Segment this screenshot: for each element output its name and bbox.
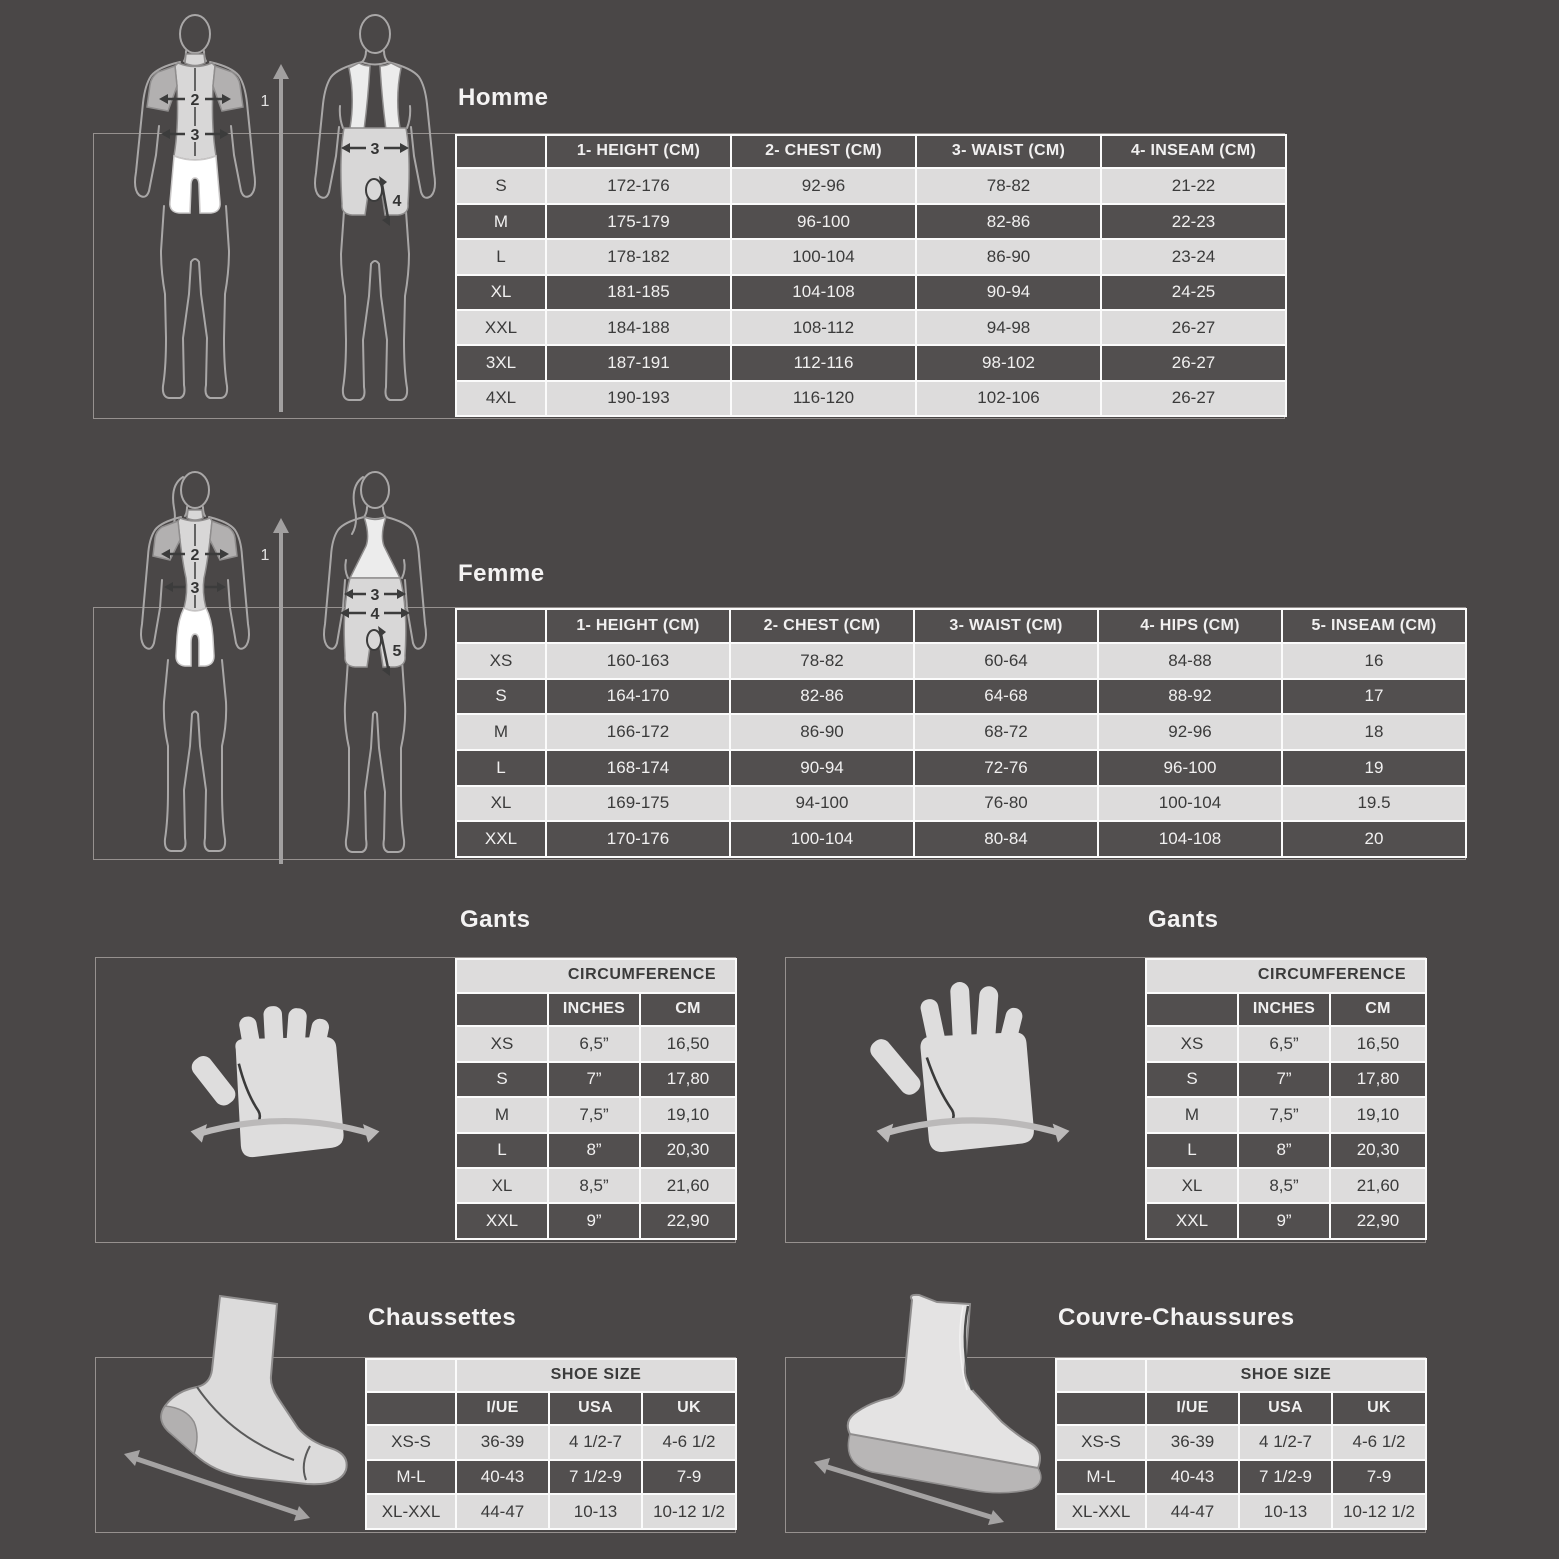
cell: 4-6 1/2: [642, 1425, 736, 1460]
header-cell: CM: [640, 993, 736, 1027]
cell: 8”: [1238, 1133, 1330, 1168]
cell: 98-102: [916, 345, 1101, 380]
header-cell: 4- HIPS (CM): [1098, 609, 1282, 643]
cell: 20: [1282, 821, 1466, 857]
cell: 92-96: [731, 168, 916, 203]
header-cell: [1146, 993, 1238, 1027]
header-cell: [366, 1392, 456, 1425]
size-cell: M: [456, 714, 546, 750]
size-cell: XS: [456, 1026, 548, 1061]
cell: 26-27: [1101, 381, 1286, 416]
couvre-chaussures-title: Couvre-Chaussures: [1058, 1304, 1295, 1331]
inseam-number: 4: [392, 193, 402, 210]
cell: 80-84: [914, 821, 1098, 857]
size-cell: S: [456, 679, 546, 715]
size-cell: M-L: [366, 1460, 456, 1495]
size-cell: L: [456, 750, 546, 786]
cell: 21,60: [1330, 1168, 1426, 1203]
cell: 7”: [1238, 1062, 1330, 1097]
chaussettes-table: [365, 1358, 737, 1530]
cell: 17: [1282, 679, 1466, 715]
cell: 84-88: [1098, 643, 1282, 679]
homme-measurement-diagram: [98, 6, 462, 420]
cell: 78-82: [916, 168, 1101, 203]
cell: 82-86: [916, 204, 1101, 239]
cell: 7 1/2-9: [1239, 1460, 1332, 1495]
cell: 10-13: [1239, 1494, 1332, 1529]
size-cell: XL: [456, 786, 546, 822]
cell: 166-172: [546, 714, 730, 750]
homme-title: Homme: [458, 84, 549, 111]
size-cell: 3XL: [456, 345, 546, 380]
cell: 36-39: [1146, 1425, 1239, 1460]
cell: 100-104: [731, 239, 916, 274]
height-number: 1: [260, 547, 270, 564]
cell: 26-27: [1101, 310, 1286, 345]
cell: 68-72: [914, 714, 1098, 750]
cell: 21-22: [1101, 168, 1286, 203]
header-cell: 2- CHEST (CM): [731, 135, 916, 168]
cell: 4 1/2-7: [549, 1425, 642, 1460]
waist-number: 3: [190, 580, 200, 597]
cell: 36-39: [456, 1425, 549, 1460]
gants-left-title: Gants: [460, 906, 531, 933]
homme-size-table: [455, 134, 1287, 417]
chest-number: 2: [190, 547, 200, 564]
size-cell: XXL: [456, 1203, 548, 1239]
sock-illustration: [102, 1288, 367, 1533]
cell: 60-64: [914, 643, 1098, 679]
header-cell: CM: [1330, 993, 1426, 1027]
blank-cell: [366, 1359, 456, 1392]
cell: 19.5: [1282, 786, 1466, 822]
cell: 17,80: [640, 1062, 736, 1097]
couvre-chaussures-table: [1055, 1358, 1427, 1530]
size-cell: M: [1146, 1097, 1238, 1132]
size-cell: S: [456, 1062, 548, 1097]
cell: 16,50: [640, 1026, 736, 1061]
femme-title: Femme: [458, 560, 545, 587]
cell: 64-68: [914, 679, 1098, 715]
hips-number: 4: [370, 606, 380, 623]
cell: 22,90: [1330, 1203, 1426, 1239]
size-cell: M: [456, 1097, 548, 1132]
cell: 16: [1282, 643, 1466, 679]
cell: 100-104: [1098, 786, 1282, 822]
header-cell: [1056, 1392, 1146, 1425]
size-cell: XL: [456, 275, 546, 310]
cell: 102-106: [916, 381, 1101, 416]
cell: 86-90: [916, 239, 1101, 274]
cell: 6,5”: [1238, 1026, 1330, 1061]
cell: 90-94: [730, 750, 914, 786]
size-cell: XS: [456, 643, 546, 679]
cell: 16,50: [1330, 1026, 1426, 1061]
cell: 169-175: [546, 786, 730, 822]
cell: 178-182: [546, 239, 731, 274]
cell: 76-80: [914, 786, 1098, 822]
waist-number: 3: [190, 127, 200, 144]
size-cell: XL-XXL: [366, 1494, 456, 1529]
header-cell: 4- INSEAM (CM): [1101, 135, 1286, 168]
size-cell: S: [1146, 1062, 1238, 1097]
header-cell: I/UE: [456, 1392, 549, 1425]
cell: 44-47: [456, 1494, 549, 1529]
cell: 94-98: [916, 310, 1101, 345]
group-header-cell: SHOE SIZE: [456, 1359, 736, 1392]
cell: 82-86: [730, 679, 914, 715]
size-cell: XXL: [456, 821, 546, 857]
header-cell: [456, 135, 546, 168]
cell: 181-185: [546, 275, 731, 310]
height-number: 1: [260, 93, 270, 110]
cell: 8,5”: [548, 1168, 640, 1203]
size-cell: XS-S: [366, 1425, 456, 1460]
cell: 190-193: [546, 381, 731, 416]
cell: 7,5”: [548, 1097, 640, 1132]
header-cell: 2- CHEST (CM): [730, 609, 914, 643]
femme-size-table: [455, 608, 1467, 858]
back-waist-number: 3: [370, 587, 380, 604]
cell: 184-188: [546, 310, 731, 345]
header-cell: [456, 609, 546, 643]
cell: 10-12 1/2: [1332, 1494, 1426, 1529]
cell: 100-104: [730, 821, 914, 857]
size-cell: XL: [1146, 1168, 1238, 1203]
cell: 10-12 1/2: [642, 1494, 736, 1529]
cell: 18: [1282, 714, 1466, 750]
cell: 17,80: [1330, 1062, 1426, 1097]
cell: 19,10: [640, 1097, 736, 1132]
overshoe-illustration: [792, 1288, 1057, 1533]
cell: 40-43: [1146, 1460, 1239, 1495]
cell: 7-9: [642, 1460, 736, 1495]
cell: 116-120: [731, 381, 916, 416]
header-cell: 5- INSEAM (CM): [1282, 609, 1466, 643]
cell: 94-100: [730, 786, 914, 822]
sock-shape: [161, 1296, 347, 1484]
cell: 86-90: [730, 714, 914, 750]
header-cell: 3- WAIST (CM): [916, 135, 1101, 168]
cell: 24-25: [1101, 275, 1286, 310]
cell: 90-94: [916, 275, 1101, 310]
size-cell: XS-S: [1056, 1425, 1146, 1460]
cell: 21,60: [640, 1168, 736, 1203]
size-cell: XS: [1146, 1026, 1238, 1061]
cell: 7 1/2-9: [549, 1460, 642, 1495]
header-cell: 3- WAIST (CM): [914, 609, 1098, 643]
size-cell: L: [456, 1133, 548, 1168]
cell: 9”: [548, 1203, 640, 1239]
cell: 19: [1282, 750, 1466, 786]
cell: 96-100: [1098, 750, 1282, 786]
cell: 22,90: [640, 1203, 736, 1239]
cell: 23-24: [1101, 239, 1286, 274]
group-header-cell: CIRCUMFERENCE: [456, 959, 736, 993]
cell: 7”: [548, 1062, 640, 1097]
cell: 22-23: [1101, 204, 1286, 239]
cell: 7,5”: [1238, 1097, 1330, 1132]
size-cell: M: [456, 204, 546, 239]
cell: 104-108: [731, 275, 916, 310]
cell: 4-6 1/2: [1332, 1425, 1426, 1460]
header-cell: UK: [642, 1392, 736, 1425]
size-cell: XXL: [1146, 1203, 1238, 1239]
chaussettes-title: Chaussettes: [368, 1304, 517, 1331]
male-back-outline: [315, 15, 435, 400]
header-cell: 1- HEIGHT (CM): [546, 135, 731, 168]
cell: 40-43: [456, 1460, 549, 1495]
femme-measurement-diagram: [98, 460, 462, 874]
size-cell: XL-XXL: [1056, 1494, 1146, 1529]
cell: 104-108: [1098, 821, 1282, 857]
cell: 72-76: [914, 750, 1098, 786]
cell: 8,5”: [1238, 1168, 1330, 1203]
header-cell: I/UE: [1146, 1392, 1239, 1425]
cell: 9”: [1238, 1203, 1330, 1239]
cell: 26-27: [1101, 345, 1286, 380]
header-cell: 1- HEIGHT (CM): [546, 609, 730, 643]
gants-right-table: [1145, 958, 1427, 1240]
size-cell: XXL: [456, 310, 546, 345]
cell: 8”: [548, 1133, 640, 1168]
header-cell: INCHES: [548, 993, 640, 1027]
size-cell: S: [456, 168, 546, 203]
height-arrow: [261, 64, 289, 412]
size-cell: 4XL: [456, 381, 546, 416]
size-cell: XL: [456, 1168, 548, 1203]
cell: 78-82: [730, 643, 914, 679]
height-arrow: [261, 518, 289, 864]
cell: 4 1/2-7: [1239, 1425, 1332, 1460]
cell: 168-174: [546, 750, 730, 786]
cell: 112-116: [731, 345, 916, 380]
cell: 172-176: [546, 168, 731, 203]
size-cell: M-L: [1056, 1460, 1146, 1495]
cell: 164-170: [546, 679, 730, 715]
cell: 20,30: [1330, 1133, 1426, 1168]
full-glove-illustration: [868, 982, 1078, 1197]
gants-right-title: Gants: [1148, 906, 1219, 933]
fingerless-glove-illustration: [180, 1000, 390, 1195]
header-cell: [456, 993, 548, 1027]
header-cell: USA: [549, 1392, 642, 1425]
back-waist-number: 3: [370, 141, 380, 158]
header-cell: INCHES: [1238, 993, 1330, 1027]
group-header-cell: CIRCUMFERENCE: [1146, 959, 1426, 993]
cell: 170-176: [546, 821, 730, 857]
cell: 108-112: [731, 310, 916, 345]
cell: 44-47: [1146, 1494, 1239, 1529]
group-header-cell: SHOE SIZE: [1146, 1359, 1426, 1392]
header-cell: UK: [1332, 1392, 1426, 1425]
cell: 175-179: [546, 204, 731, 239]
cell: 92-96: [1098, 714, 1282, 750]
inseam-number: 5: [392, 643, 402, 660]
cell: 88-92: [1098, 679, 1282, 715]
cell: 10-13: [549, 1494, 642, 1529]
cell: 20,30: [640, 1133, 736, 1168]
cell: 6,5”: [548, 1026, 640, 1061]
chest-number: 2: [190, 92, 200, 109]
glove-shape: [188, 1006, 344, 1157]
size-cell: L: [456, 239, 546, 274]
header-cell: USA: [1239, 1392, 1332, 1425]
gants-left-table: [455, 958, 737, 1240]
cell: 7-9: [1332, 1460, 1426, 1495]
cell: 19,10: [1330, 1097, 1426, 1132]
blank-cell: [1056, 1359, 1146, 1392]
cell: 96-100: [731, 204, 916, 239]
cell: 187-191: [546, 345, 731, 380]
size-cell: L: [1146, 1133, 1238, 1168]
cell: 160-163: [546, 643, 730, 679]
